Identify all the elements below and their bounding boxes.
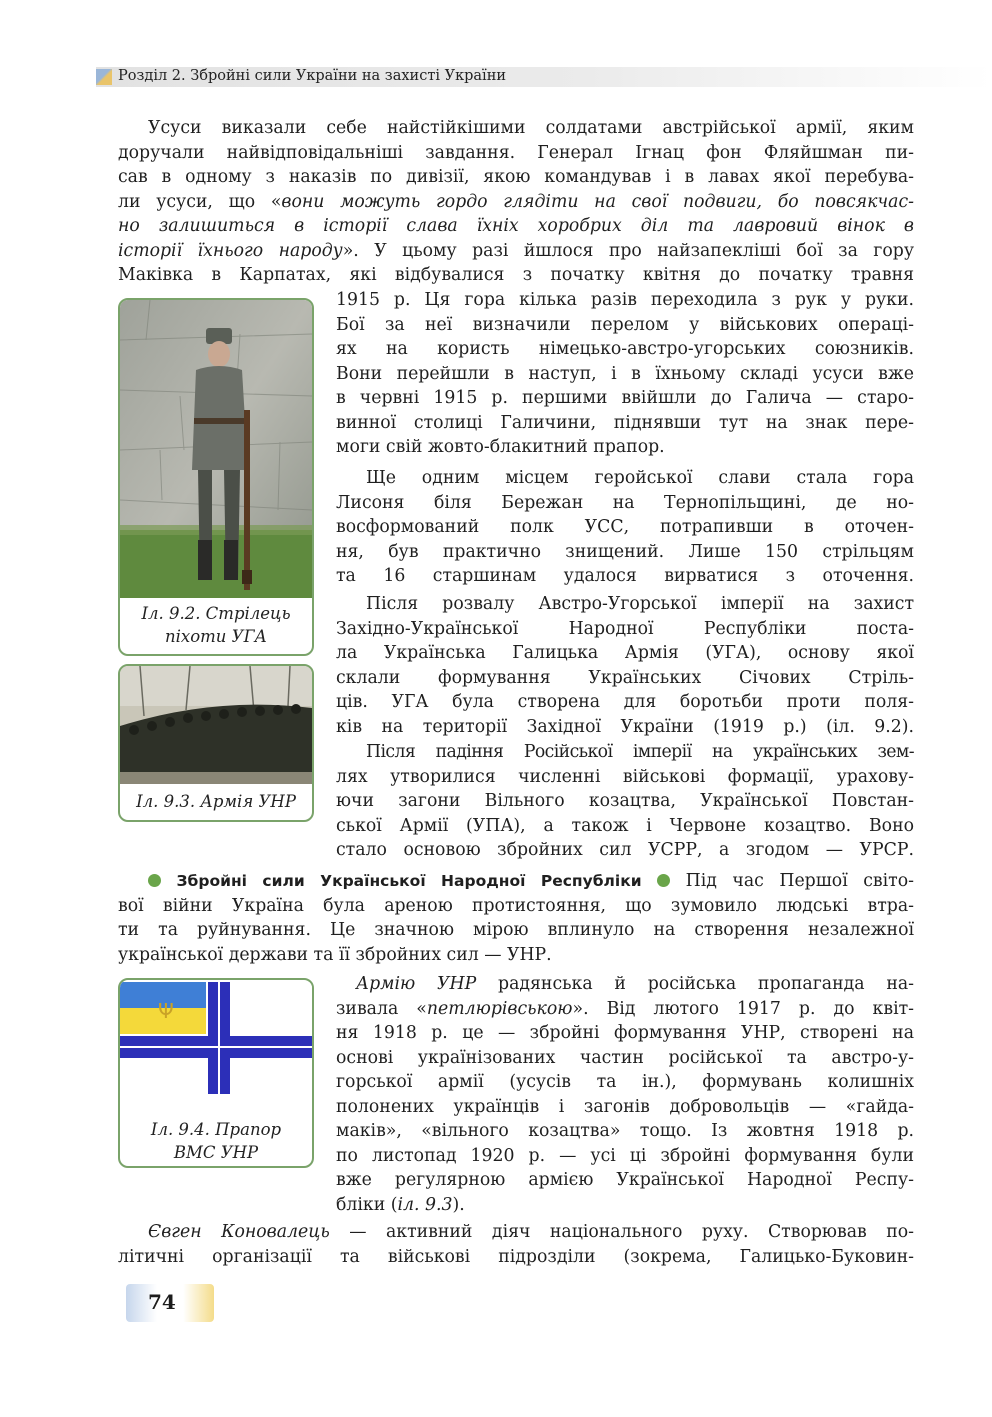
figure-9-3 [118, 664, 314, 822]
text-line: ти та руйнування. Це значною мірою вплинуло на створення незалежної [118, 920, 914, 940]
text-line: Після падіння Російської імперії на українських зем- [366, 742, 914, 762]
text-line: сав в одному з наказів по дивізії, якою командував і в лавах якої перебува- [118, 167, 914, 187]
text-line: по листопад 1920 р. — усі ці збройні формування були [336, 1145, 914, 1166]
text-line: ня 1918 р. це — збройні формування УНР, створені на [336, 1023, 914, 1043]
text-line: маків», «вільного козацтва» тощо. Із жовтня 1918 р. [336, 1121, 914, 1141]
text-line: ли усуси, що «вони можуть гордо глядіти на свої подвиги, бо повсякчас- [118, 191, 914, 212]
text-line: Збройні сили Української Народної Республіки Під час Першої світо- [118, 869, 914, 894]
text-line: ців. УГА була створена для боротьби проти поля- [336, 692, 914, 712]
text-line: літичні організації та військові підрозділи (зокрема, Галицько-Буковин- [118, 1246, 914, 1267]
header-decoration [96, 69, 112, 85]
figure-caption: Іл. 9.2. Стрілець піхоти УГА [141, 604, 291, 646]
text-line: Вони перейшли в наступ, і в їхньому складі усуси вже [336, 363, 914, 384]
paragraph-2 [336, 288, 914, 460]
text-line: но залишиться в історії слава їхніх хоробрих діл та лавровий вінок в [118, 216, 914, 236]
text-line: Армію УНР радянська й російська пропаганда на- [356, 974, 915, 994]
header-title: Розділ 2. Збройні сили України на захисті України [118, 68, 507, 84]
paragraph-3 [336, 466, 914, 589]
text-line: Євген Коновалець — активний діяч національного руху. Створював по- [148, 1222, 914, 1242]
text-line: склали формування Українських Січових Стріль- [336, 667, 914, 688]
figure-caption: Іл. 9.4. Прапор ВМС УНР [150, 1120, 282, 1162]
text-line: доручали найвідповідальніші завдання. Генерал Ігнац фон Фляйшман пи- [118, 142, 914, 163]
text-line: ня, був практично знищений. Лише 150 стрільцям [336, 541, 914, 562]
svg-text:Ψ: Ψ [158, 999, 174, 1023]
text-line: ської Армії (УПА), а також і Червоне козацтво. Воно [336, 815, 914, 836]
text-line: полонених українців і загонів добровольців — «гайда- [336, 1096, 914, 1117]
unr-navy-flag [120, 982, 312, 1094]
text-line: вої війни Україна була ареною протистояння, що зумовило людські втра- [118, 895, 914, 916]
text-line: бліки (іл. 9.3). [336, 1194, 465, 1215]
figure-caption: Іл. 9.3. Армія УНР [136, 792, 296, 811]
paragraph-5 [336, 740, 914, 863]
text-line: ла Українська Галицька Армія (УГА), основу якої [336, 643, 914, 663]
text-line: ях на користь німецько-австро-угорських союзників. [336, 339, 914, 359]
text-line: зивала «петлюрівською». Від лютого 1917 р. до квіт- [336, 998, 915, 1019]
paragraph-8 [118, 1220, 914, 1269]
page-number: 74 [148, 1290, 176, 1314]
text-line: винної столиці Галичини, піднявши тут на знак пере- [336, 412, 914, 433]
text-line: та 16 старшинам удалося вирватися з оточення. [336, 566, 914, 586]
text-line: Бої за неї визначили перелом у військових операці- [336, 314, 914, 335]
paragraph-6 [118, 869, 914, 967]
text-line: Західно-Української Народної Республіки поста- [336, 618, 914, 639]
figure-9-2 [118, 298, 314, 656]
bullet-dot-icon [657, 874, 670, 887]
running-header [96, 67, 992, 87]
text-line: української держави та її збройних сил — УНР. [118, 944, 552, 965]
text-line: Після розвалу Австро-Угорської імперії на захист [366, 594, 914, 614]
text-line: вже регулярною армією Української Народної Респу- [336, 1170, 914, 1190]
paragraph-1 [118, 116, 914, 288]
text-line: історії їхнього народу». У цьому разі йшлося про найзапекліші бої за гору [118, 240, 914, 261]
section-heading: Збройні сили Української Народної Республіки [176, 872, 642, 890]
text-line: 1915 р. Ця гора кілька разів переходила з рук у руки. [336, 290, 914, 310]
text-line: стало основою збройних сил УСРР, а згодом — УРСР. [336, 840, 914, 860]
paragraph-4 [336, 592, 914, 739]
text-line: моги свій жовто-блакитний прапор. [336, 437, 665, 457]
text-line: Усуси виказали себе найстійкішими солдатами австрійської армії, яким [148, 118, 914, 138]
text-line: основі українізованих частин російської та австро-у- [336, 1047, 914, 1068]
army-photo [120, 666, 312, 784]
paragraph-7 [336, 972, 914, 1217]
figure-9-4 [118, 978, 314, 1168]
text-line: ків на території Західної України (1919 р.) (іл. 9.2). [336, 716, 914, 737]
text-line: Ще одним місцем геройської слави стала гора [366, 468, 914, 488]
text-line: лях утворилися численні військові формації, урахову- [336, 766, 914, 787]
text-line: Маківка в Карпатах, які відбувалися з початку квітня до початку травня [118, 265, 914, 285]
bullet-dot-icon [148, 874, 161, 887]
text-line: восформований полк УСС, потрапивши в оточен- [336, 517, 914, 537]
text-line: в червні 1915 р. першими ввійшли до Галича — старо- [336, 388, 914, 408]
text-line: ючи загони Вільного козацтва, Української Повстан- [336, 791, 914, 811]
text-line: горської армії (усусів та ін.), формувань колишніх [336, 1072, 914, 1092]
text-line: Лисоня біля Бережан на Тернопільщині, де но- [336, 492, 914, 513]
soldier-photo [120, 300, 312, 598]
